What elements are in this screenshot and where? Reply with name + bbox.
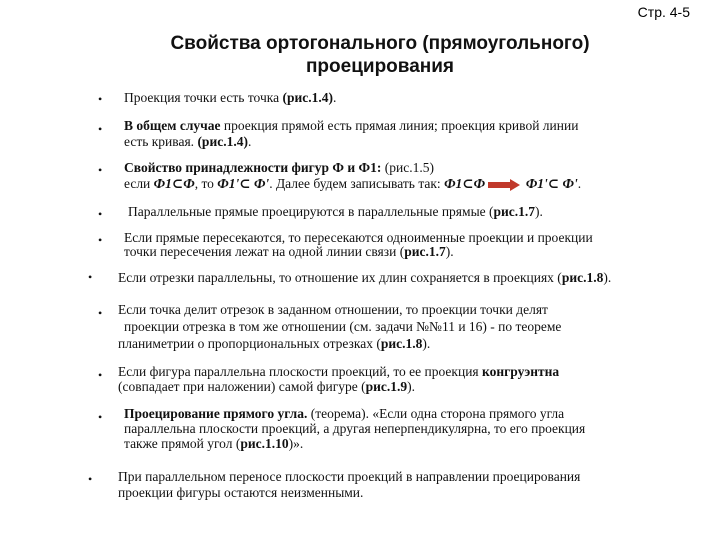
page-number: Стр. 4-5 bbox=[637, 4, 690, 20]
item-text: есть кривая. (рис.1.4). bbox=[124, 134, 252, 149]
bullet: • bbox=[98, 410, 103, 424]
item-text: Свойство принадлежности фигур Ф и Ф1: (рис.1.5) bbox=[124, 160, 434, 175]
item-text: Если отрезки параллельны, то отношение их длин сохраняется в проекциях (рис.1.8). bbox=[118, 270, 612, 285]
item-text: Проецирование прямого угла. (теорема). «Если одна сторона прямого угла bbox=[124, 406, 565, 421]
item-text: Если прямые пересекаются, то пересекаются одноименные проекции и проекции bbox=[124, 230, 593, 245]
bullet: • bbox=[88, 270, 93, 284]
bullet: • bbox=[98, 368, 103, 382]
item-text: Если точка делит отрезок в заданном отношении, то проекции точки делят bbox=[118, 302, 548, 317]
item-text: (совпадает при наложении) самой фигуре (рис.1.9). bbox=[118, 379, 416, 394]
item-text: Параллельные прямые проецируются в параллельные прямые (рис.1.7). bbox=[128, 204, 543, 219]
bullet: • bbox=[98, 122, 103, 136]
item-text: также прямой угол (рис.1.10)». bbox=[124, 436, 304, 451]
bullet: • bbox=[98, 163, 103, 177]
item-text: проекции фигуры остаются неизменными. bbox=[118, 485, 364, 500]
item-text: проекции отрезка в том же отношении (см. задачи №№11 и 16) - по теореме bbox=[124, 319, 562, 334]
right-arrow-icon bbox=[488, 179, 522, 191]
item-text: параллельна плоскости проекций, а другая неперпендикулярна, то его проекция bbox=[124, 421, 586, 436]
bullet: • bbox=[98, 233, 103, 247]
item-text: точки пересечения лежат на одной линии связи (рис.1.7). bbox=[124, 244, 454, 259]
page-title bbox=[120, 32, 640, 78]
item-text: При параллельном переносе плоскости проекций в направлении проецирования bbox=[118, 469, 581, 484]
bullet: • bbox=[88, 472, 93, 486]
item-text: В общем случае проекция прямой есть прямая линия; проекция кривой линии bbox=[124, 118, 579, 133]
bullet: • bbox=[98, 92, 103, 106]
item-text: планиметрии о пропорциональных отрезках (рис.1.8). bbox=[118, 336, 431, 351]
item-text: Проекция точки есть точка (рис.1.4). bbox=[124, 90, 337, 105]
title-line-1: Свойства ортогонального (прямоугольного) bbox=[170, 33, 590, 54]
item-text: если Ф1⊂Ф, то Ф1'⊂ Ф'. Далее будем записывать так: Ф1⊂Ф Ф1'⊂ Ф'. bbox=[124, 176, 582, 191]
bullet: • bbox=[98, 306, 103, 320]
item-text: Если фигура параллельна плоскости проекций, то ее проекция конгруэнтна bbox=[118, 364, 560, 379]
bullet: • bbox=[98, 207, 103, 221]
title-line-2: проецирования bbox=[305, 56, 455, 77]
